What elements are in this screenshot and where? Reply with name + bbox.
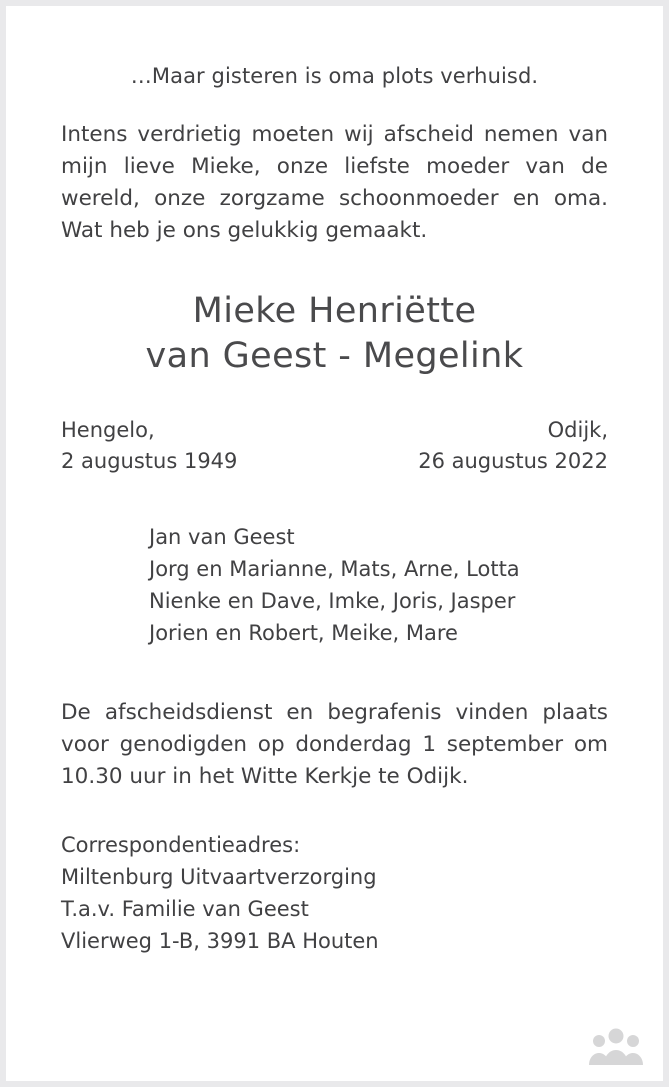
death-place: Odijk, — [547, 418, 608, 442]
family-group-icon — [585, 1025, 647, 1069]
birth-date: 2 augustus 1949 — [61, 449, 238, 473]
deceased-name — [61, 289, 608, 379]
death-date: 26 augustus 2022 — [418, 449, 608, 473]
birth-place: Hengelo, — [61, 418, 155, 442]
intro-paragraph: Intens verdrietig moeten wij afscheid nemen van mijn lieve Mieke, onze liefste moeder van de wereld, onze zorgzame schoonmoeder en oma. Wat heb je ons gelukkig gemaakt. — [61, 122, 608, 243]
deceased-name-line-1: Mieke Henriëtte — [192, 291, 477, 331]
list-item: T.a.v. Familie van Geest — [61, 897, 309, 921]
opening-line: …Maar gisteren is oma plots verhuisd. — [130, 64, 539, 88]
deceased-name-line-2: van Geest - Megelink — [145, 336, 524, 376]
list-item: Vlierweg 1-B, 3991 BA Houten — [61, 929, 379, 953]
death-info — [418, 415, 608, 477]
list-item: Miltenburg Uitvaartverzorging — [61, 865, 377, 889]
obituary-inner-frame — [6, 6, 663, 1081]
birth-death-row — [61, 415, 608, 477]
list-item: Correspondentieadres: — [61, 833, 301, 857]
list-item: Jan van Geest — [149, 525, 295, 549]
list-item: Jorien en Robert, Meike, Mare — [149, 621, 458, 645]
family-list — [61, 521, 608, 649]
list-item: Nienke en Dave, Imke, Joris, Jasper — [149, 589, 516, 613]
birth-info — [61, 415, 237, 477]
correspondence-address — [61, 829, 608, 957]
service-paragraph: De afscheidsdienst en begrafenis vinden plaats voor genodigden op donderdag 1 september om 10.30 uur in het Witte Kerkje te Odijk. — [61, 700, 608, 789]
list-item: Jorg en Marianne, Mats, Arne, Lotta — [149, 557, 520, 581]
